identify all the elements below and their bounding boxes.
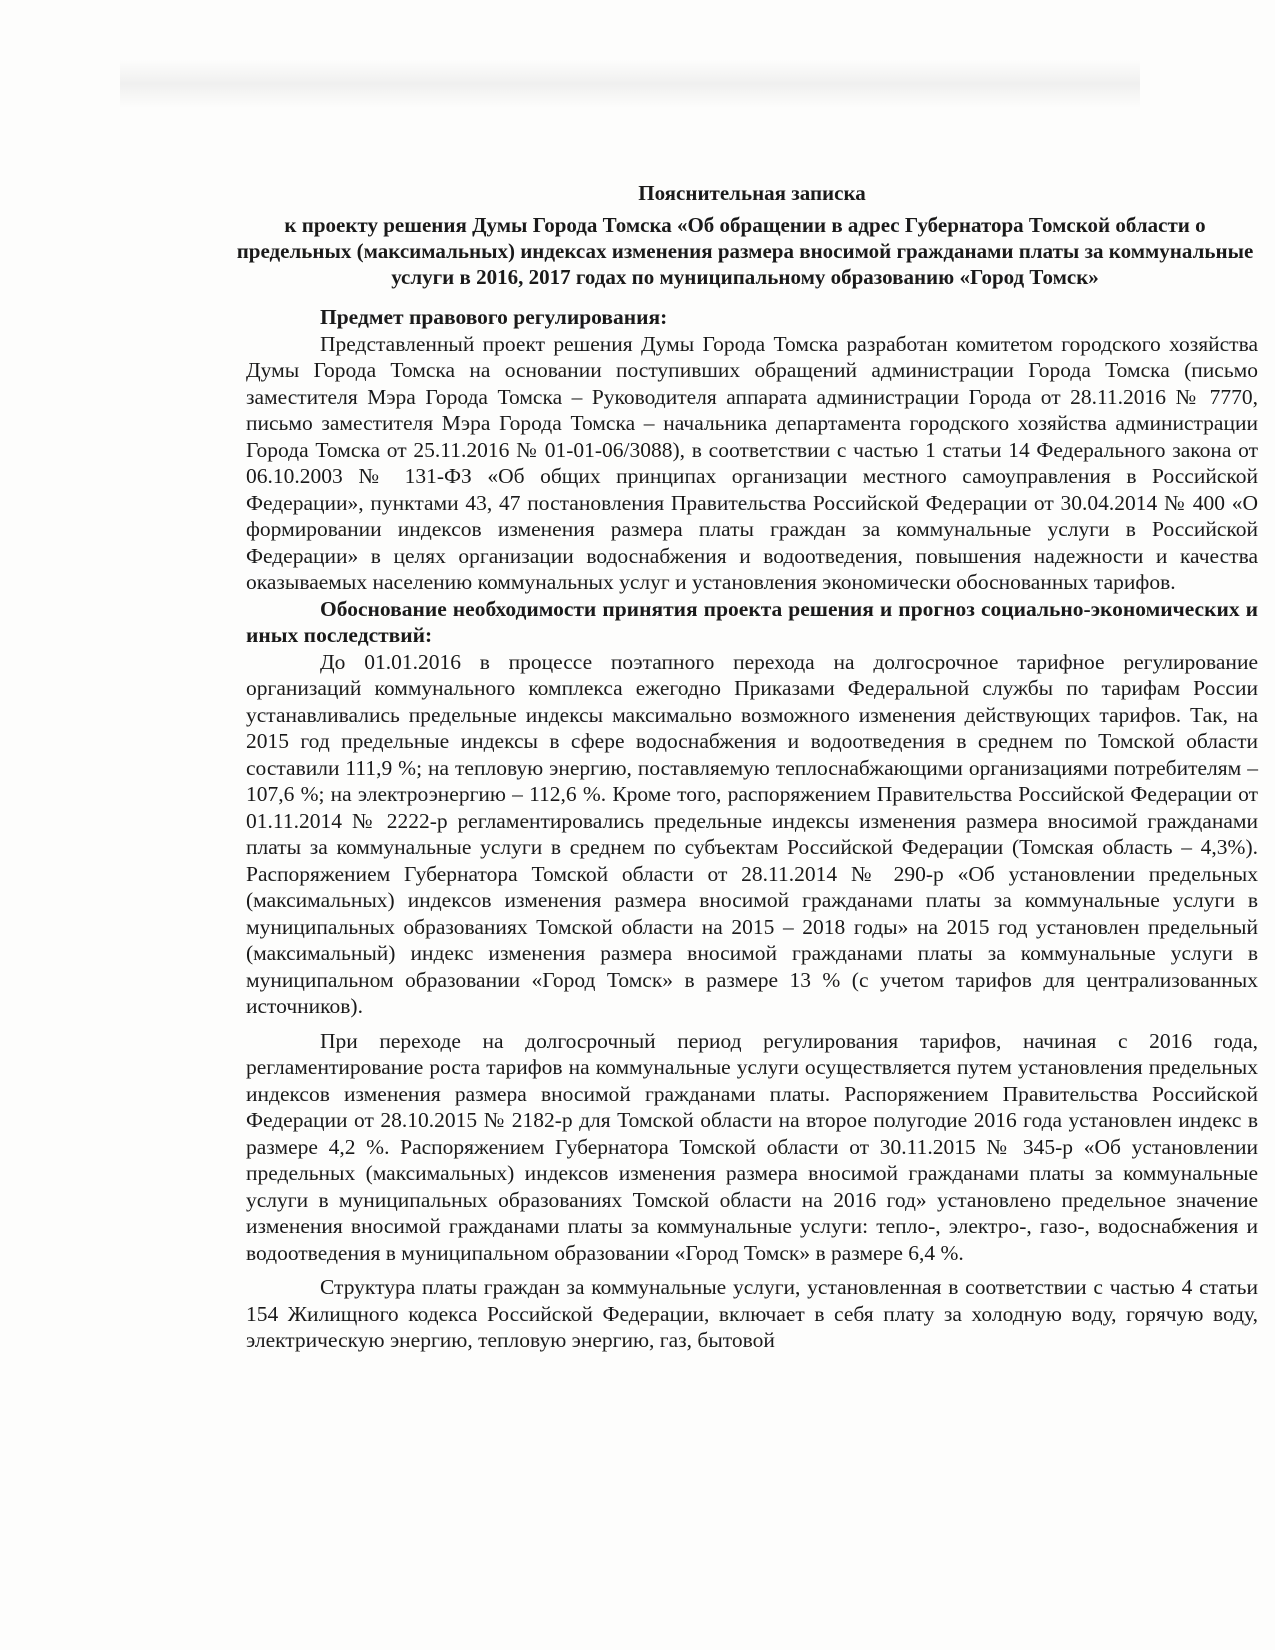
paragraph-justification-3: Структура платы граждан за коммунальные услуги, установленная в соответствии с частью 4 статьи 154 Жилищного кодекса Российской Федерации, включает в себя плату за холодную воду, горячую воду, электрическую энергию, тепловую энергию, газ, бытовой	[246, 1275, 1258, 1352]
document-body	[236, 180, 1258, 1354]
title-block	[236, 180, 1258, 290]
section-heading-subject: Предмет правового регулирования:	[320, 305, 668, 329]
paragraph-subject: Представленный проект решения Думы Города Томска разработан комитетом городского хозяйства Думы Города Томска на основании поступивших обращений администрации Города Томска (письмо заместителя Мэра Города Томска – Руководителя аппарата администрации Города от 28.11.2016 № 7770, письмо заместителя Мэра Города Томска – начальника департамента городского хозяйства администрации Города Томска от 25.11.2016 № 01-01-06/3088), в соответствии с частью 1 статьи 14 Федерального закона от 06.10.2003 № 131-ФЗ «Об общих принципах организации местного самоуправления в Российской Федерации», пунктами 43, 47 постановления Правительства Российской Федерации от 30.04.2014 № 400 «О формировании индексов изменения размера платы граждан за коммунальные услуги в Российской Федерации» в целях организации водоснабжения и водоотведения, повышения надежности и качества оказываемых населению коммунальных услуг и установления экономически обоснованных тарифов.	[246, 331, 1258, 594]
scan-artifact	[120, 60, 1140, 108]
paragraph-justification-2: При переходе на долгосрочный период регулирования тарифов, начиная с 2016 года, регламентирование роста тарифов на коммунальные услуги осуществляется путем установления предельных индексов изменения размера вносимой гражданами платы. Распоряжением Правительства Российской Федерации от 28.10.2015 № 2182-р для Томской области на второе полугодие 2016 года установлен индекс в размере 4,2 %. Распоряжением Губернатора Томской области от 30.11.2015 № 345-р «Об установлении предельных (максимальных) индексов изменения размера вносимой гражданами платы за коммунальные услуги в муниципальных образованиях Томской области на 2016 год» установлено предельное значение изменения вносимой гражданами платы за коммунальные услуги: тепло-, электро-, газо-, водоснабжения и водоотведения в муниципальном образовании «Город Томск» в размере 6,4 %.	[246, 1028, 1258, 1265]
paragraph-justification-1: До 01.01.2016 в процессе поэтапного перехода на долгосрочное тарифное регулирование организаций коммунального комплекса ежегодно Приказами Федеральной службы по тарифам России устанавливались предельные индексы максимально возможного изменения действующих тарифов. Так, на 2015 год предельные индексы в сфере водоснабжения и водоотведения в среднем по Томской области составили 111,9 %; на тепловую энергию, поставляемую теплоснабжающими организациями потребителям – 107,6 %; на электроэнергию – 112,6 %. Кроме того, распоряжением Правительства Российской Федерации от 01.11.2014 № 2222-р регламентировались предельные индексы изменения размера вносимой гражданами платы за коммунальные услуги в среднем по субъектам Российской Федерации (Томская область – 4,3%). Распоряжением Губернатора Томской области от 28.11.2014 № 290-р «Об установлении предельных (максимальных) индексов изменения размера вносимой гражданами платы за коммунальные услуги в муниципальных образованиях Томской области на 2015 – 2018 годы» на 2015 год установлен предельный (максимальный) индекс изменения размера вносимой гражданами платы за коммунальные услуги в муниципальном образовании «Город Томск» в размере 13 % (с учетом тарифов для централизованных источников).	[246, 649, 1258, 1018]
document-title: Пояснительная записка	[638, 181, 866, 205]
document-subtitle: к проекту решения Думы Города Томска «Об обращении в адрес Губернатора Томской области о предельных (максимальных) индексах изменения размера вносимой гражданами платы за коммунальные услуги в 2016, 2017 годах по муниципальному образованию «Город Томск»	[236, 213, 1254, 289]
section-heading-justification: Обоснование необходимости принятия проекта решения и прогноз социально-экономических и иных последствий:	[246, 596, 1258, 647]
